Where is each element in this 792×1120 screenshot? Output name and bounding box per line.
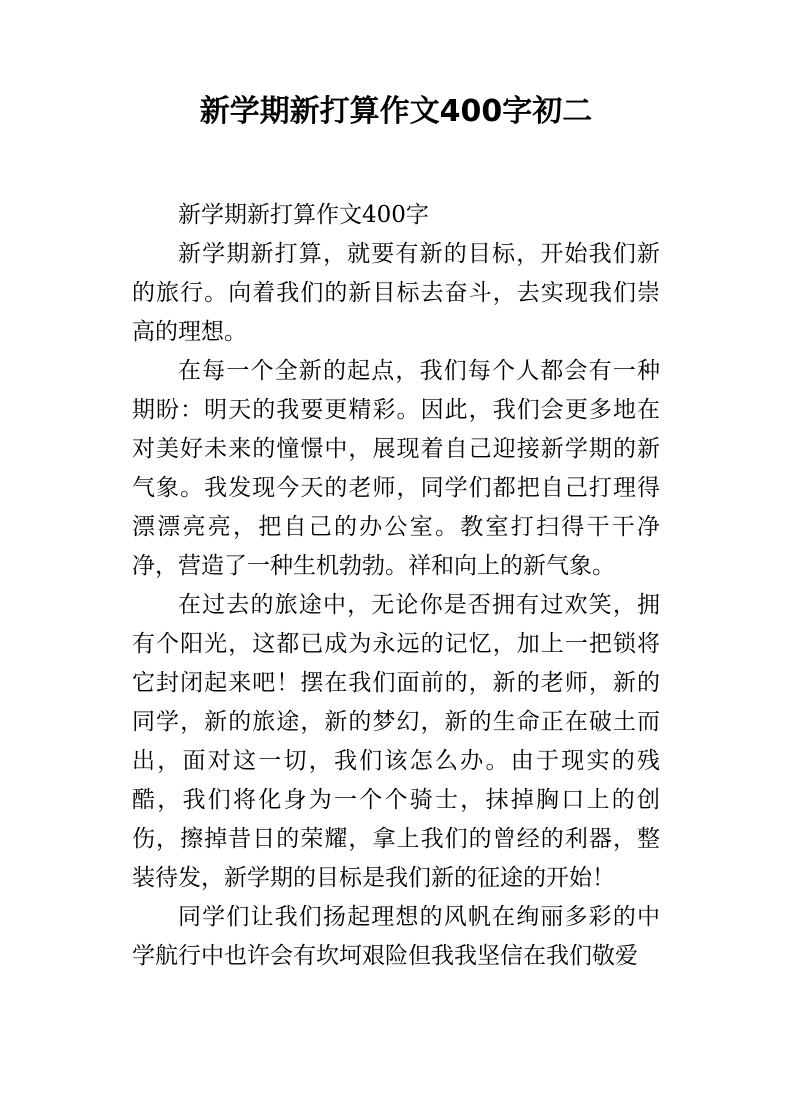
paragraph-2: 在每一个全新的起点，我们每个人都会有一种期盼：明天的我要更精彩。因此，我们会更多地在对美好未来的憧憬中，展现着自己迎接新学期的新气象。我发现今天的老师，同学们都把自己打理得漂漂亮亮，把自己的办公室。教室打扫得干干净净，营造了一种生机勃勃。祥和向上的新气象。: [132, 358, 660, 579]
document-title: 新学期新打算作文400字初二: [199, 94, 593, 129]
paragraph-subtitle: 新学期新打算作文400字: [178, 202, 429, 228]
paragraph-3: 在过去的旅途中，无论你是否拥有过欢笑，拥有个阳光，这都已成为永远的记忆，加上一把锁将它封闭起来吧！摆在我们面前的，新的老师，新的同学，新的旅途，新的梦幻，新的生命正在破土而出，面对这一切，我们该怎么办。由于现实的残酷，我们将化身为一个个骑士，抹掉胸口上的创伤，擦掉昔日的荣耀，拿上我们的曾经的利器，整装待发，新学期的目标是我们新的征途的开始！: [132, 592, 660, 891]
paragraph-4: 同学们让我们扬起理想的风帆在绚丽多彩的中学航行中也许会有坎坷艰险但我我坚信在我们敬爱: [132, 904, 660, 969]
document-body: [132, 196, 660, 976]
paragraph-1: 新学期新打算，就要有新的目标，开始我们新的旅行。向着我们的新目标去奋斗，去实现我们崇高的理想。: [132, 241, 660, 345]
